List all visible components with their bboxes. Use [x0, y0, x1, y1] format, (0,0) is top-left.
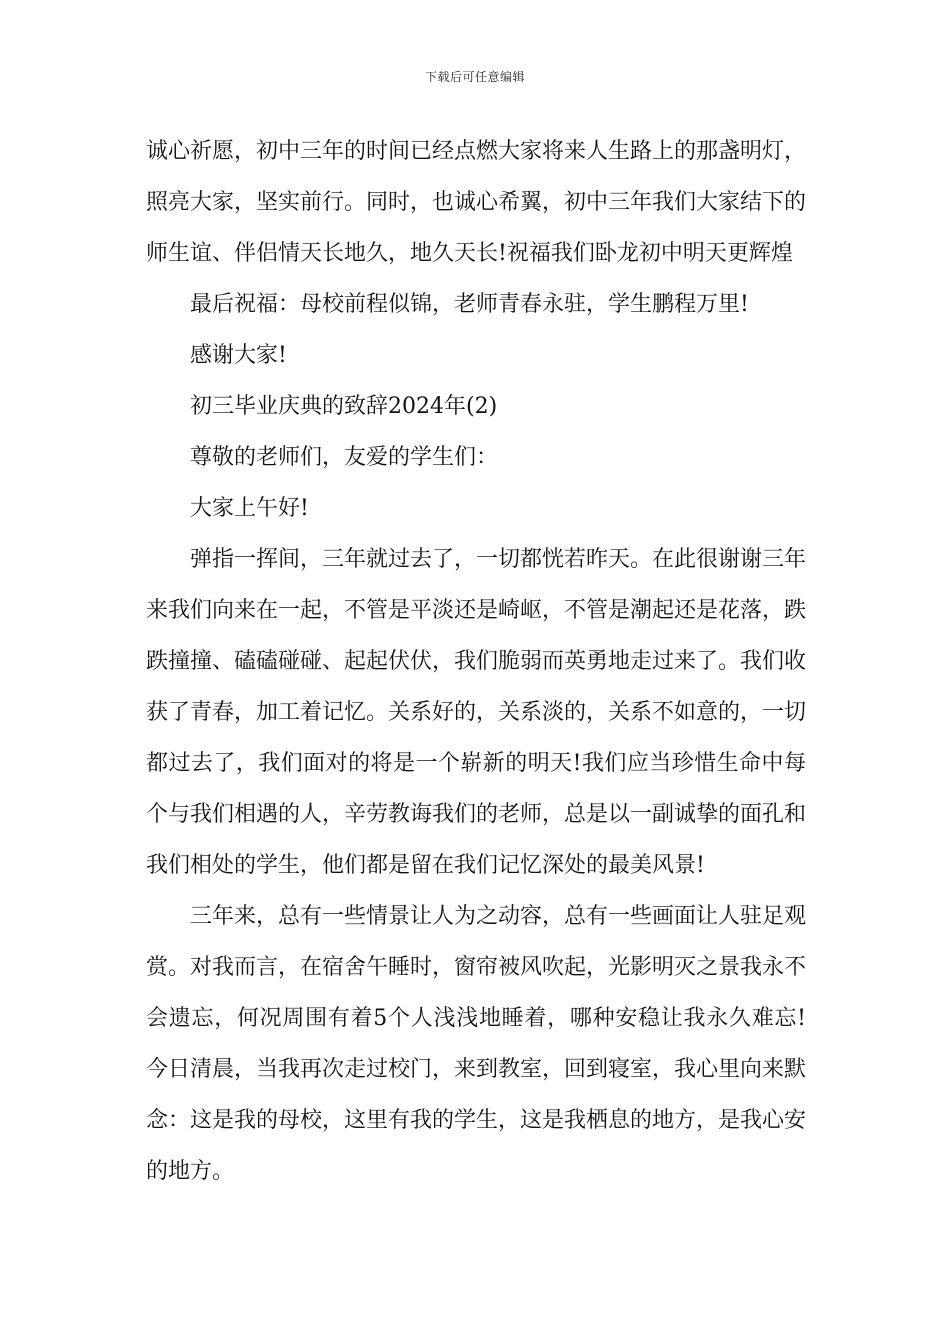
- section-title: 初三毕业庆典的致辞2024年(2): [190, 394, 498, 419]
- paragraph-1: 诚心祈愿，初中三年的时间已经点燃大家将来人生路上的那盏明灯，照亮大家，坚实前行。同时，也诚心希翼，初中三年我们大家结下的师生谊、伴侣情天长地久，地久天长!祝福我们卧龙初中明天更辉煌: [146, 139, 807, 266]
- greeting: 大家上午好!: [190, 496, 309, 521]
- paragraph-7: 弹指一挥间，三年就过去了，一切都恍若昨天。在此很谢谢三年来我们向来在一起，不管是平淡还是崎岖，不管是潮起还是花落，跌跌撞撞、磕磕碰碰、起起伏伏，我们脆弱而英勇地走过来了。我们收获了青春，加工着记忆。关系好的，关系淡的，关系不如意的，一切都过去了，我们面对的将是一个崭新的明天!我们应当珍惜生命中每个与我们相遇的人，辛劳教诲我们的老师，总是以一副诚挚的面孔和我们相处的学生，他们都是留在我们记忆深处的最美风景!: [146, 547, 807, 878]
- paragraph-8: 三年来，总有一些情景让人为之动容，总有一些画面让人驻足观赏。对我而言，在宿舍午睡时，窗帘被风吹起，光影明灭之景我永不会遗忘，何况周围有着5个人浅浅地睡着，哪种安稳让我永久难忘!今日清晨，当我再次走过校门，来到教室，回到寝室，我心里向来默念：这是我的母校，这里有我的学生，这是我栖息的地方，是我心安的地方。: [146, 904, 807, 1184]
- salutation: 尊敬的老师们，友爱的学生们：: [190, 445, 499, 470]
- document-body: [146, 126, 806, 1197]
- paragraph-2: 最后祝福：母校前程似锦，老师青春永驻，学生鹏程万里!: [190, 292, 749, 317]
- page-header: 下载后可任意编辑: [424, 70, 525, 84]
- paragraph-3: 感谢大家!: [190, 343, 287, 368]
